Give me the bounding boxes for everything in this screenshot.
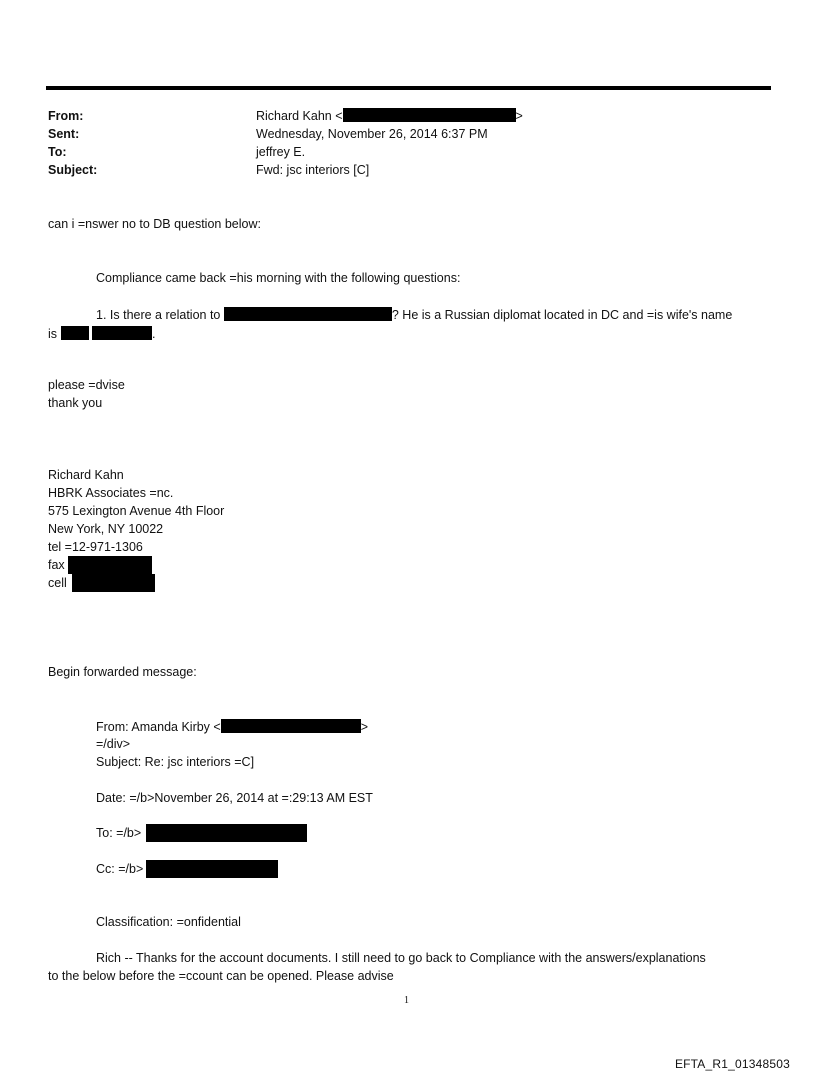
- forwarded-from-close: >: [360, 720, 369, 734]
- rich-paragraph-line1: Rich -- Thanks for the account documents. I still need to go back to Compliance with the answers/explanations: [96, 951, 706, 965]
- redaction-box: [61, 326, 89, 340]
- compliance-line: Compliance came back =his morning with the following questions:: [96, 271, 461, 285]
- question-1-is: is: [48, 327, 58, 341]
- forwarded-subject: Subject: Re: jsc interiors =C]: [96, 755, 255, 769]
- redaction-box: [72, 574, 155, 592]
- signature-address1: 575 Lexington Avenue 4th Floor: [48, 504, 225, 518]
- rich-paragraph-line2: to the below before the =ccount can be opened. Please advise: [48, 969, 394, 983]
- signature-tel: tel =12-971-1306: [48, 540, 143, 554]
- header-rule: [46, 86, 771, 90]
- question-1-end: ? He is a Russian diplomat located in DC and =is wife's name: [391, 308, 733, 322]
- to-value: jeffrey E.: [256, 145, 306, 159]
- to-label: To:: [48, 145, 67, 159]
- thanks-line: thank you: [48, 396, 103, 410]
- sent-label: Sent:: [48, 127, 80, 141]
- redaction-box: [92, 326, 152, 340]
- redaction-box: [224, 307, 392, 321]
- signature-address2: New York, NY 10022: [48, 522, 164, 536]
- question-1-line: [96, 307, 732, 323]
- redaction-box: [68, 556, 152, 574]
- sent-value: Wednesday, November 26, 2014 6:37 PM: [256, 127, 488, 141]
- redaction-box: [146, 860, 278, 878]
- forwarded-from-name: From: Amanda Kirby <: [96, 720, 221, 734]
- signature-company: HBRK Associates =nc.: [48, 486, 174, 500]
- intro-line: can i =nswer no to DB question below:: [48, 217, 261, 231]
- redaction-box: [343, 108, 516, 122]
- advise-line: please =dvise: [48, 378, 125, 392]
- forwarded-div: =/div>: [96, 737, 131, 751]
- redaction-box: [221, 719, 361, 733]
- forwarded-to-label: To: =/b>: [96, 826, 142, 840]
- from-value: [256, 107, 523, 125]
- begin-forwarded: Begin forwarded message:: [48, 665, 197, 679]
- from-close: >: [515, 109, 523, 123]
- question-1-period: .: [152, 327, 156, 341]
- forwarded-classification: Classification: =onfidential: [96, 915, 241, 929]
- signature-cell-label: cell: [48, 576, 67, 590]
- subject-label: Subject:: [48, 163, 98, 177]
- forwarded-from: [96, 719, 368, 735]
- subject-value: Fwd: jsc interiors [C]: [256, 163, 370, 177]
- redaction-box: [146, 824, 307, 842]
- page-number: 1: [404, 995, 409, 1006]
- from-label: From:: [48, 109, 84, 123]
- signature-fax-label: fax: [48, 558, 65, 572]
- forwarded-cc-label: Cc: =/b>: [96, 862, 144, 876]
- question-1-start: 1. Is there a relation to: [96, 308, 221, 322]
- document-id: EFTA_R1_01348503: [674, 1057, 790, 1071]
- forwarded-date: Date: =/b>November 26, 2014 at =:29:13 AM EST: [96, 791, 373, 805]
- question-1-continued: [48, 326, 155, 342]
- signature-name: Richard Kahn: [48, 468, 124, 482]
- from-name: Richard Kahn <: [256, 109, 343, 123]
